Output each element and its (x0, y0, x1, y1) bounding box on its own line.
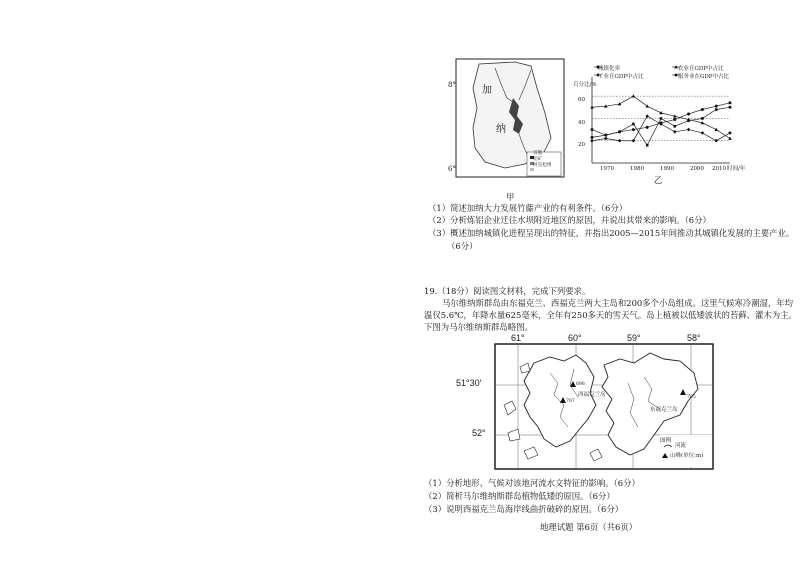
y-tick: 40 (578, 120, 585, 126)
peak-label: 698 (576, 382, 585, 387)
lon-label: 60° (568, 333, 582, 343)
chart-ylabel: 百分比/% (573, 82, 597, 88)
lat-label: 51°30′ (456, 378, 482, 388)
q19-material-line: 下图为马尔维纳斯群岛略图。 (424, 322, 533, 332)
map-region-label: 加 (482, 85, 492, 96)
lat-label: 6° (448, 165, 456, 173)
legend-entry: 农业在GDP中占比 (678, 66, 724, 72)
q19-material-line: 温仅5.6℃，年降水量625毫米，全年有250多天的雪天气。岛上植被以低矮波状的苔藓、灌木为主。 (424, 310, 797, 320)
x-tick: 1990 (660, 166, 674, 172)
peak-label: 705 (687, 395, 696, 400)
x-tick: 2000 (690, 166, 704, 172)
data-point (714, 139, 718, 143)
data-point (715, 108, 718, 111)
map-legend-peak: 山峰(单位:m) (670, 453, 704, 459)
data-point (645, 114, 649, 118)
q19-item-3: （3）说明西福克兰岛海岸线曲折破碎的原因。（6分） (424, 504, 624, 514)
data-point (590, 139, 594, 143)
data-point (618, 102, 622, 105)
q19-item-2: （2）简析马尔维纳斯群岛植物低矮的原因。（6分） (424, 491, 615, 501)
data-point (701, 117, 704, 120)
lon-label: 61° (511, 333, 525, 343)
data-point (687, 112, 690, 115)
peak-label: 707 (566, 399, 575, 404)
data-point (618, 131, 621, 134)
data-point (591, 136, 594, 139)
q18-item-1: （1）简述加纳大力发展竹藤产业的有利条件。（6分） (428, 203, 628, 213)
series-line (592, 103, 730, 138)
legend-entry: 工业在GDP中占比 (598, 74, 644, 80)
data-point (673, 130, 677, 134)
data-point (646, 144, 649, 147)
data-point (591, 128, 594, 131)
data-point (632, 139, 636, 143)
lon-label: 59° (627, 333, 641, 343)
y-tick: 60 (578, 97, 585, 103)
lon-label: 58° (687, 333, 701, 343)
q18-item-2: （2）分析炼铝企业迁往水坝附近地区的原因，并说出其带来的影响。（6分） (428, 215, 711, 225)
data-point (618, 139, 622, 143)
x-tick: 1970 (600, 166, 614, 172)
data-point (687, 128, 691, 132)
x-tick: 2010 (712, 166, 726, 172)
lat-label: 8° (448, 81, 456, 89)
data-point (729, 101, 732, 104)
island-label: 东福克兰岛 (650, 407, 678, 413)
data-point (675, 74, 678, 77)
data-point (673, 118, 676, 121)
page-footer: 地理试题 第6页（共6页） (540, 522, 638, 532)
x-tick: 1980 (630, 166, 644, 172)
data-point (714, 128, 718, 131)
data-point (646, 126, 649, 129)
q19-item-1: （1）分析地形、气候对该地河流水文特征的影响。（6分） (424, 478, 640, 488)
figure-caption: 甲 (506, 192, 515, 202)
data-point (604, 137, 608, 141)
data-point (729, 106, 732, 109)
chart-xlabel: 时间/年 (727, 166, 746, 172)
lat-label: 52° (472, 428, 486, 438)
data-point (687, 119, 690, 122)
legend-entry: 城镇化率 (598, 66, 621, 72)
data-point (632, 128, 635, 131)
series-line (592, 116, 730, 141)
q18-item-3: （3）概述加纳城镇化进程呈现出的特征，并指出2005—2015年间推动其城镇化发展的主要产业。 (428, 228, 795, 238)
q19-heading: 19.（18分）阅读图文材料，完成下列要求。 (424, 286, 591, 296)
data-point (632, 123, 635, 126)
map-legend: 首都 铝矿 阿克松博 (533, 151, 552, 168)
data-point (701, 108, 704, 111)
map-region-label: 纳 (496, 124, 506, 135)
data-point (701, 131, 705, 135)
data-point (715, 105, 718, 108)
y-tick: 20 (578, 142, 585, 148)
q19-material-line: 马尔维纳斯群岛由东福克兰、西福克兰两大主岛和200多个小岛组成。这里气候寒冷潮湿，年均 (442, 298, 793, 308)
island-label: 西福克兰岛 (578, 392, 606, 398)
figure-caption: 乙 (654, 175, 663, 185)
map-legend-river: 河流 (675, 443, 687, 449)
data-point (728, 131, 732, 135)
legend-entry: 服务业在GDP中占比 (678, 74, 730, 80)
data-point (728, 137, 732, 140)
data-point (674, 125, 677, 128)
data-point (605, 134, 608, 137)
q18-item-3-score: （6分） (447, 241, 478, 251)
data-point (660, 117, 663, 120)
data-point (659, 111, 663, 114)
map-legend-title: 图例 (660, 438, 672, 444)
